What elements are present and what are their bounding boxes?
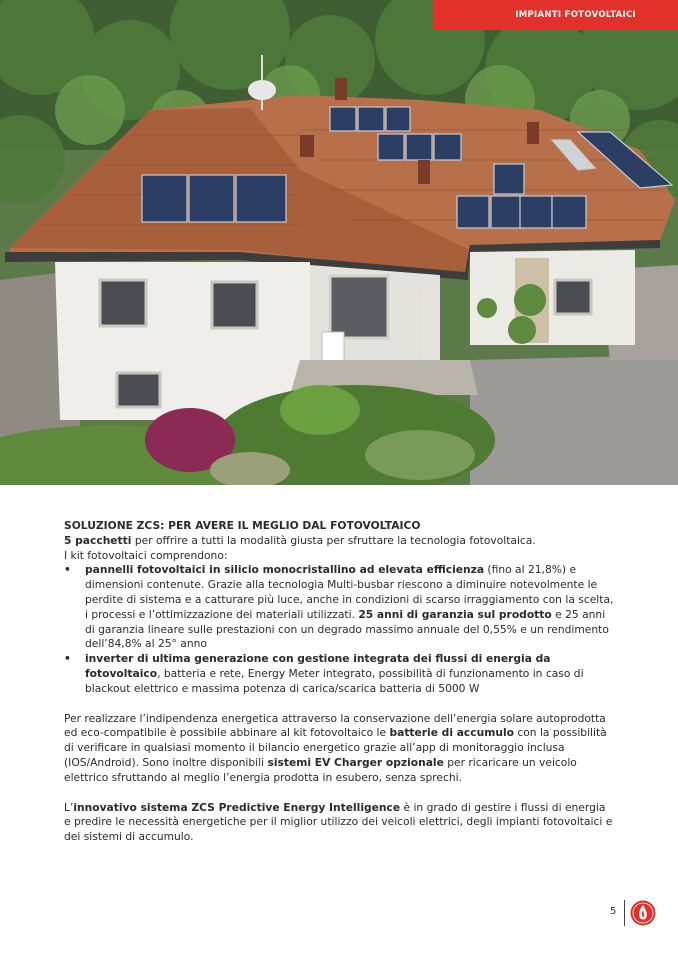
page-number: 5 [610,906,617,917]
article-heading: SOLUZIONE ZCS: PER AVERE IL MEGLIO DAL FOTOVOLTAICO [64,519,421,532]
para3-c: è in grado di gestire i flussi di energia e predire le necessità energetiche per il miglior utilizzo dei veicoli elettrici, degli impianti fotovoltaici e dei sistemi di accumulo. [64,800,613,844]
list-item [64,563,614,652]
storage-paragraph [64,712,614,786]
intro-text: per offrire a tutti la modalità giusta per sfruttare la tecnologia fotovoltaica. [131,533,536,547]
intro-bold: 5 pacchetti [64,533,132,547]
list-item [64,652,614,696]
bullet2-bold: inverter di ultima generazione con gestione integrata dei flussi di energia da fotovoltaico [85,652,551,680]
footer-divider [624,900,625,926]
bullet-icon: • [64,563,71,577]
bullet1-text2: e 25 anni di garanzia lineare sulle prestazioni con un degrado massimo annuale del 0,55% e un rendimento dell’84,8% al 25° anno [85,607,609,651]
para2-c: con la possibilità di verificare in qualsiasi momento il bilancio energetico grazie all’app di monitoraggio inclusa (IOS/Android). Sono inoltre disponibili [64,726,607,769]
bullet1-bold2: 25 anni di garanzia sul prodotto [358,607,552,621]
kit-list [64,563,614,696]
bullet1-bold: pannelli fotovoltaici in silicio monocristallino ad elevata efficienza [85,563,485,577]
para3-a: L’ [64,800,74,814]
article-body [64,519,614,845]
bullet2-text: , batteria e rete, Energy Meter integrato, possibilità di funzionamento in caso di blackout elettrico e massima potenza di carica/scarica batteria di 5000 W [85,666,584,695]
para2-e: per ricaricare un veicolo elettrico sfruttando al meglio l’energia prodotta in esubero, senza sprechi. [64,755,577,784]
bullet-icon: • [64,652,71,666]
intelligence-paragraph [64,801,614,845]
section-tab: IMPIANTI FOTOVOLTAICI [433,0,678,30]
para2-b: batterie di accumulo [389,726,514,740]
para3-b: innovativo sistema ZCS Predictive Energy Intelligence [73,800,401,814]
para2-d: sistemi EV Charger opzionale [267,755,444,769]
intro-paragraph [64,534,614,549]
para2-a: Per realizzare l’indipendenza energetica attraverso la conservazione dell’energia solare autoprodotta ed eco-compatibile è possibile abbinare al kit fotovoltaico le [64,711,606,740]
brand-flame-logo-icon [630,900,656,926]
bullet1-text: (fino al 21,8%) e dimensioni contenute. Grazie alla tecnologia Multi-busbar riescono a diminuire notevolmente le perdite di sistema e a catturare più luce, anche in condizioni di scarso irraggiamento con la scelta, i processi e l’ottimizzazione dei materiali utilizzati. [85,563,614,621]
kit-intro-line: I kit fotovoltaici comprendono: [64,548,228,562]
